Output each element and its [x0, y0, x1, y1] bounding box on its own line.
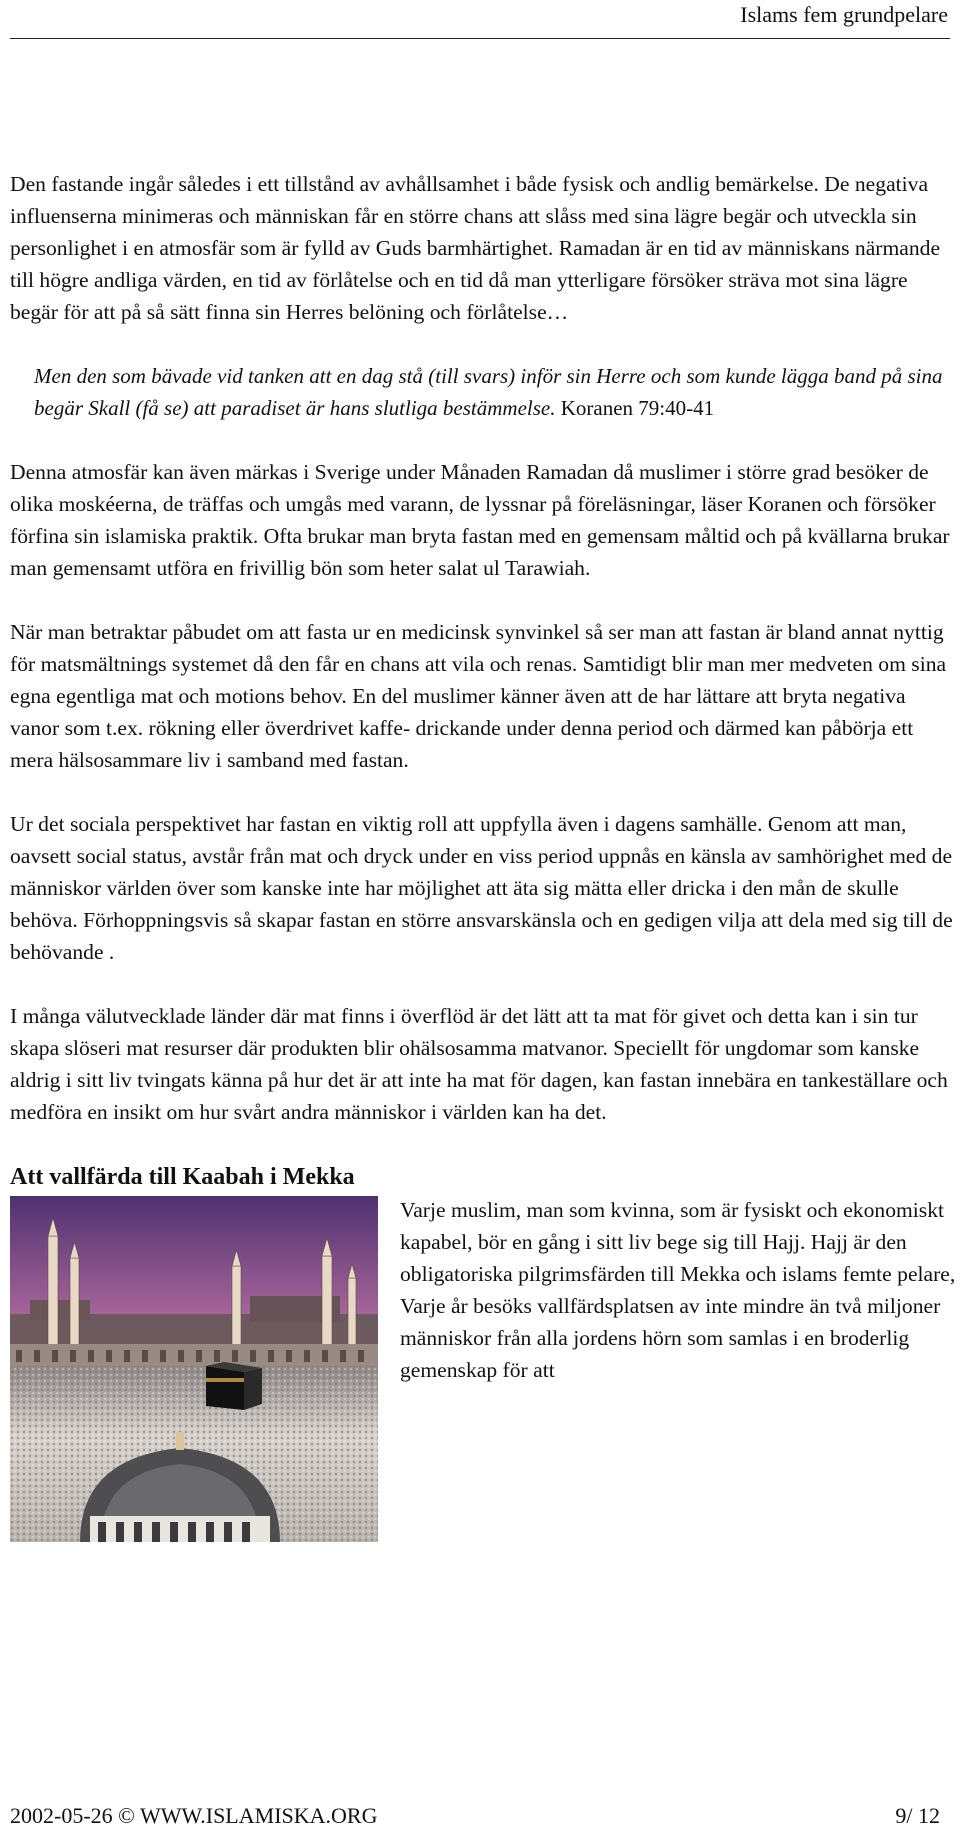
quran-quote: [34, 360, 954, 424]
section-title-hajj: Att vallfärda till Kaabah i Mekka: [10, 1164, 355, 1190]
paragraph-sweden: Denna atmosfär kan även märkas i Sverige under Månaden Ramadan då muslimer i större grad besöker de olika moskéerna, de träffas och umgås med varann, de lyssnar på föreläsningar, läser Koranen och försöker förfina sin islamiska praktik. Ofta brukar man bryta fastan med en gemensam måltid och på kvällarna brukar man gemensamt utföra en frivillig bön som heter salat ul Tarawiah.: [10, 460, 950, 580]
quote-reference: Koranen 79:40-41: [560, 396, 715, 420]
paragraph-fasting-state: Den fastande ingår således i ett tillstånd av avhållsamhet i både fysisk och andlig bemärkelse. De negativa influenserna minimeras och människan får en större chans att slåss med sina lägre begär och utveckla sin personlighet i en atmosfär som är fylld av Guds barmhärtighet. Ramadan är en tid av människans närmande till högre andliga värden, en tid av förlåtelse och en tid då man ytterligare försöker sträva mot sina lägre begär för att på så sätt finna sin Herres belöning och förlåtelse…: [10, 172, 941, 324]
hajj-section: [10, 1194, 954, 1574]
footer-page-number: 9/ 12: [895, 1803, 940, 1828]
hajj-paragraph: Varje muslim, man som kvinna, som är fysiskt och ekonomiskt kapabel, bör en gång i sitt liv bege sig till Hajj. Hajj är den obligatoriska pilgrimsfärden till Mekka och islams femte pelare, Varje år besöks vallfärdsplatsen av inte mindre än två miljoner människor från alla jordens hörn som samlas i en broderlig gemenskap för att: [400, 1198, 956, 1382]
document-body: [10, 168, 954, 1574]
paragraph-medical: När man betraktar påbudet om att fasta ur en medicinsk synvinkel så ser man att fastan är bland annat nyttig för matsmältnings systemet då den får en chans att vila och renas. Samtidigt blir man mer medveten om sina egna egentliga mat och motions behov. En del muslimer känner även att de har lättare att bryta negativa vanor som t.ex. rökning eller överdrivet kaffe- drickande under denna period och därmed kan påbörja ett mera hälsosammare liv i samband med fastan.: [10, 620, 947, 772]
footer-date-site: 2002-05-26 © WWW.ISLAMISKA.ORG: [10, 1803, 378, 1828]
header-title: Islams fem grundpelare: [740, 2, 948, 27]
paragraph-social: Ur det sociala perspektivet har fastan en viktig roll att uppfylla även i dagens samhälle. Genom att man, oavsett social status, avstår från mat och dryck under en viss period uppnås en känsla av samhörighet med de människor världen över som kanske inte har möjlighet att äta sig mätta eller dricka i den mån de skulle behöva. Förhoppningsvis så skapar fastan en större ansvarskänsla och en gedigen vilja att dela med sig till de behövande .: [10, 812, 953, 964]
kaaba-mecca-photo: [10, 1196, 378, 1542]
paragraph-food-waste: I många välutvecklade länder där mat finns i överflöd är det lätt att ta mat för givet och detta kan i sin tur skapa slöseri mat resurser där produkten blir ohälsosamma matvanor. Speciellt för ungdomar som kanske aldrig i sitt liv tvingats känna på hur det är att inte ha mat för dagen, kan fastan innebära en tankeställare och medföra en insikt om hur svårt andra människor i världen kan ha det.: [10, 1004, 948, 1124]
page-header: [10, 0, 950, 39]
quote-text: Men den som bävade vid tanken att en dag stå (till svars) inför sin Herre och som kunde lägga band på sina begär Skall (få se) att paradiset är hans slutliga bestämmelse.: [34, 364, 943, 420]
